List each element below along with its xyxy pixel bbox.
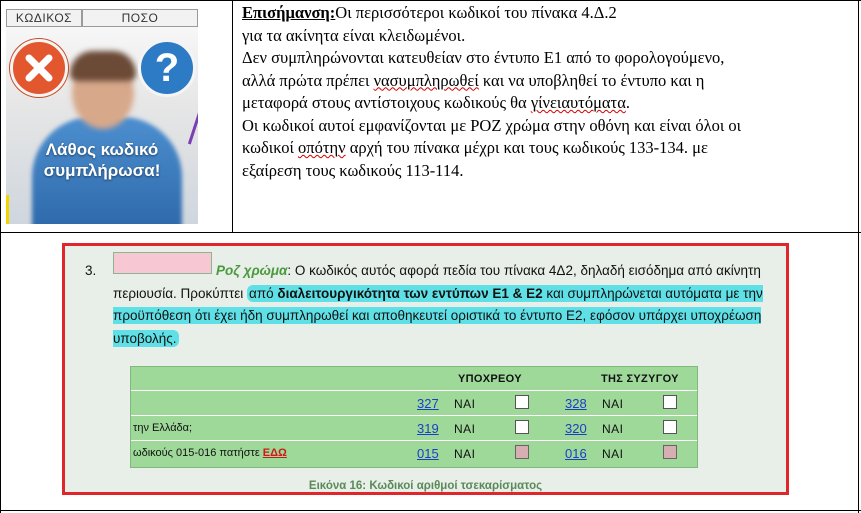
- note-line-1: Επισήμανση:Οι περισσότεροι κωδικοί του πίνακα 4.Δ.2: [242, 3, 617, 22]
- yellow-strip: [6, 195, 9, 224]
- wrong-code-illustration: [6, 9, 198, 224]
- highlighted-text: από διαλειτουργικότητα των εντύπων Ε1 & Ε2 και συμπληρώνεται αυτόματα με την προϋπόθεση ότι έχει ήδη συμπληρωθεί και αποθηκευτεί οριστικά το έντυπο Ε2, εφόσον υπάρχει υποχρέωση υποβολής.: [113, 285, 763, 346]
- caption-line-2: συμπλήρωσα!: [43, 161, 161, 180]
- spouse-value: ΝΑΙ: [602, 397, 624, 411]
- illustration-caption: [6, 139, 198, 181]
- note-text: [242, 2, 854, 182]
- table-header-row: [131, 367, 697, 389]
- note-line-8: εξαίρεση τους κωδικούς 113-114.: [242, 160, 464, 180]
- note-line-7: κωδικοί οπότην αρχή του πίνακα μέχρι και τους κωδικούς 133-134. με: [242, 138, 708, 157]
- table-row: [131, 415, 697, 440]
- table-row-divider: [0, 232, 861, 233]
- obligor-value: ΝΑΙ: [454, 397, 476, 411]
- item-number: 3.: [85, 263, 97, 278]
- table-column-divider: [232, 0, 233, 232]
- person-hair: [70, 51, 136, 81]
- error-x-icon: [10, 39, 68, 97]
- table-bottom-border: [0, 510, 861, 511]
- obligor-checkbox-locked: [515, 445, 529, 459]
- note-line-3: Δεν συμπληρώνονται κατευθείαν στο έντυπο Ε1 από το φορολογούμενο,: [242, 48, 725, 67]
- spouse-checkbox-locked: [663, 445, 677, 459]
- row-label: ωδικούς 015-016 πατήστε ΕΔΩ: [133, 447, 287, 459]
- table-row: [131, 390, 697, 415]
- code-link-015[interactable]: 015: [417, 446, 439, 461]
- pink-color-label: Ροζ χρώμα: [216, 263, 288, 278]
- obligor-value: ΝΑΙ: [454, 447, 476, 461]
- code-link-327[interactable]: 327: [417, 396, 439, 411]
- code-link-320[interactable]: 320: [565, 421, 587, 436]
- note-label: Επισήμανση:: [242, 3, 336, 22]
- code-link-016[interactable]: 016: [565, 446, 587, 461]
- header-amount: ΠΟΣΟ: [82, 9, 198, 27]
- question-mark-icon: ?: [138, 39, 196, 97]
- code-link-328[interactable]: 328: [565, 396, 587, 411]
- table-top-border: [0, 0, 861, 1]
- person-photo: [6, 27, 198, 224]
- table-right-border: [858, 0, 859, 513]
- spouse-checkbox[interactable]: [663, 420, 677, 434]
- note-line-5: μεταφορά στους αντίστοιχους κωδικούς θα γίνειαυτόματα.: [242, 93, 630, 112]
- note-line-2: για τα ακίνητα είναι κλειδωμένοι.: [242, 25, 466, 45]
- manual-excerpt-screenshot: [62, 243, 789, 495]
- obligor-checkbox[interactable]: [515, 395, 529, 409]
- table-row: [131, 440, 697, 465]
- here-link[interactable]: ΕΔΩ: [262, 447, 287, 459]
- note-line-6: Οι κωδικοί αυτοί εμφανίζονται με ΡΟΖ χρώμα στην οθόνη και είναι όλοι οι: [242, 115, 742, 135]
- header-obligor: ΥΠΟΧΡΕΟΥ: [458, 373, 522, 385]
- row-label: την Ελλάδα;: [133, 422, 193, 434]
- caption-line-1: Λάθος κωδικό: [45, 140, 159, 159]
- spouse-value: ΝΑΙ: [602, 422, 624, 436]
- obligor-value: ΝΑΙ: [454, 422, 476, 436]
- header-code: ΚΩΔΙΚΟΣ: [6, 9, 82, 27]
- explanation-paragraph: Ροζ χρώμα: Ο κωδικός αυτός αφορά πεδία του πίνακα 4Δ2, δηλαδή εισόδημα από ακίνητη περιουσία. Προκύπτει από διαλειτουργικότητα των εντύπων Ε1 & Ε2 και συμπληρώνεται αυτόματα με την προϋπόθεση ότι έχει ήδη συμπληρωθεί και αποθηκευτεί οριστικά το έντυπο Ε2, εφόσον υπάρχει υποχρέωση υποβολής.: [113, 263, 763, 346]
- illustration-header: [6, 9, 198, 27]
- obligor-checkbox[interactable]: [515, 420, 529, 434]
- spouse-checkbox[interactable]: [663, 395, 677, 409]
- figure-caption: Εικόνα 16: Κωδικοί αριθμοί τσεκαρίσματος: [308, 480, 543, 492]
- code-link-319[interactable]: 319: [417, 421, 439, 436]
- table-left-border: [0, 0, 1, 513]
- spouse-value: ΝΑΙ: [602, 447, 624, 461]
- header-spouse: ΤΗΣ ΣΥΖΥΓΟΥ: [601, 373, 679, 385]
- codes-table: [130, 366, 698, 468]
- note-line-4: αλλά πρώτα πρέπει νασυμπληρωθεί και να υποβληθεί το έντυπο και η: [242, 70, 705, 90]
